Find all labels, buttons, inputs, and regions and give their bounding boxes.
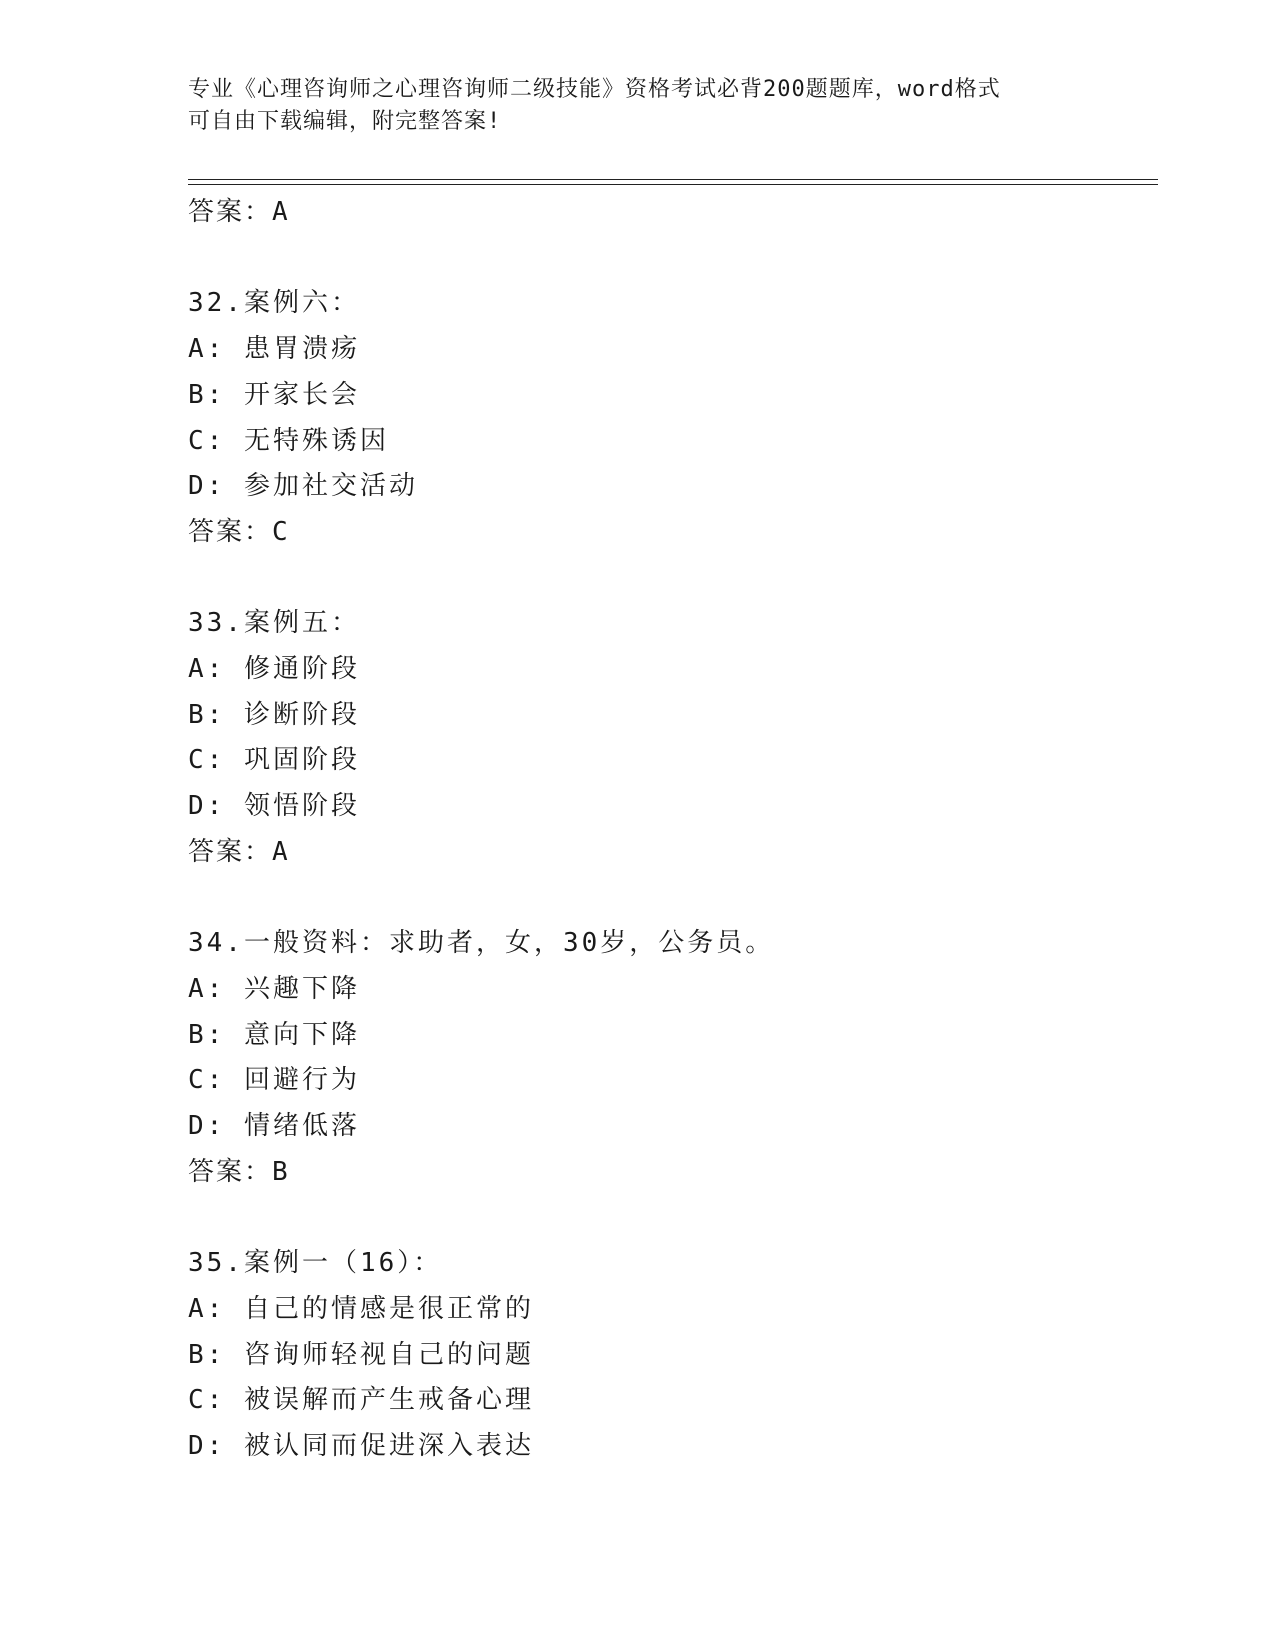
header-divider-top [188,179,1158,180]
question-32 [188,281,1148,555]
option-c: C: 回避行为 [188,1065,360,1096]
option-b: B: 诊断阶段 [188,699,360,730]
option-c: C: 巩固阶段 [188,745,360,776]
question-stem: 32.案例六： [188,288,360,319]
question-33 [188,601,1148,875]
question-answer: 答案：C [188,516,290,547]
lead-answer: 答案：A [188,197,290,227]
question-stem: 35.案例一（16）： [188,1248,443,1279]
option-d: D: 情绪低落 [188,1111,360,1142]
question-answer: 答案：A [188,836,290,867]
question-34 [188,921,1148,1195]
question-stem: 34.一般资料：求助者，女，30岁，公务员。 [188,928,775,959]
page-header [188,74,1088,138]
question-35 [188,1241,1148,1470]
option-d: D: 领悟阶段 [188,791,360,822]
option-d: D: 被认同而促进深入表达 [188,1430,534,1461]
header-line-2: 可自由下载编辑，附完整答案! [188,109,502,134]
document-body [188,190,1148,1470]
option-a: A: 兴趣下降 [188,973,360,1004]
option-c: C: 被误解而产生戒备心理 [188,1385,534,1416]
header-divider-bottom [188,184,1158,185]
option-b: B: 咨询师轻视自己的问题 [188,1339,534,1370]
option-a: A: 患胃溃疡 [188,334,360,365]
question-stem: 33.案例五： [188,608,360,639]
option-c: C: 无特殊诱因 [188,425,389,456]
option-b: B: 意向下降 [188,1019,360,1050]
header-line-1: 专业《心理咨询师之心理咨询师二级技能》资格考试必背200题题库，word格式 [188,77,1001,102]
option-d: D: 参加社交活动 [188,471,418,502]
question-answer: 答案：B [188,1156,290,1187]
option-a: A: 修通阶段 [188,654,360,684]
option-b: B: 开家长会 [188,379,360,410]
option-a: A: 自己的情感是很正常的 [188,1293,534,1324]
